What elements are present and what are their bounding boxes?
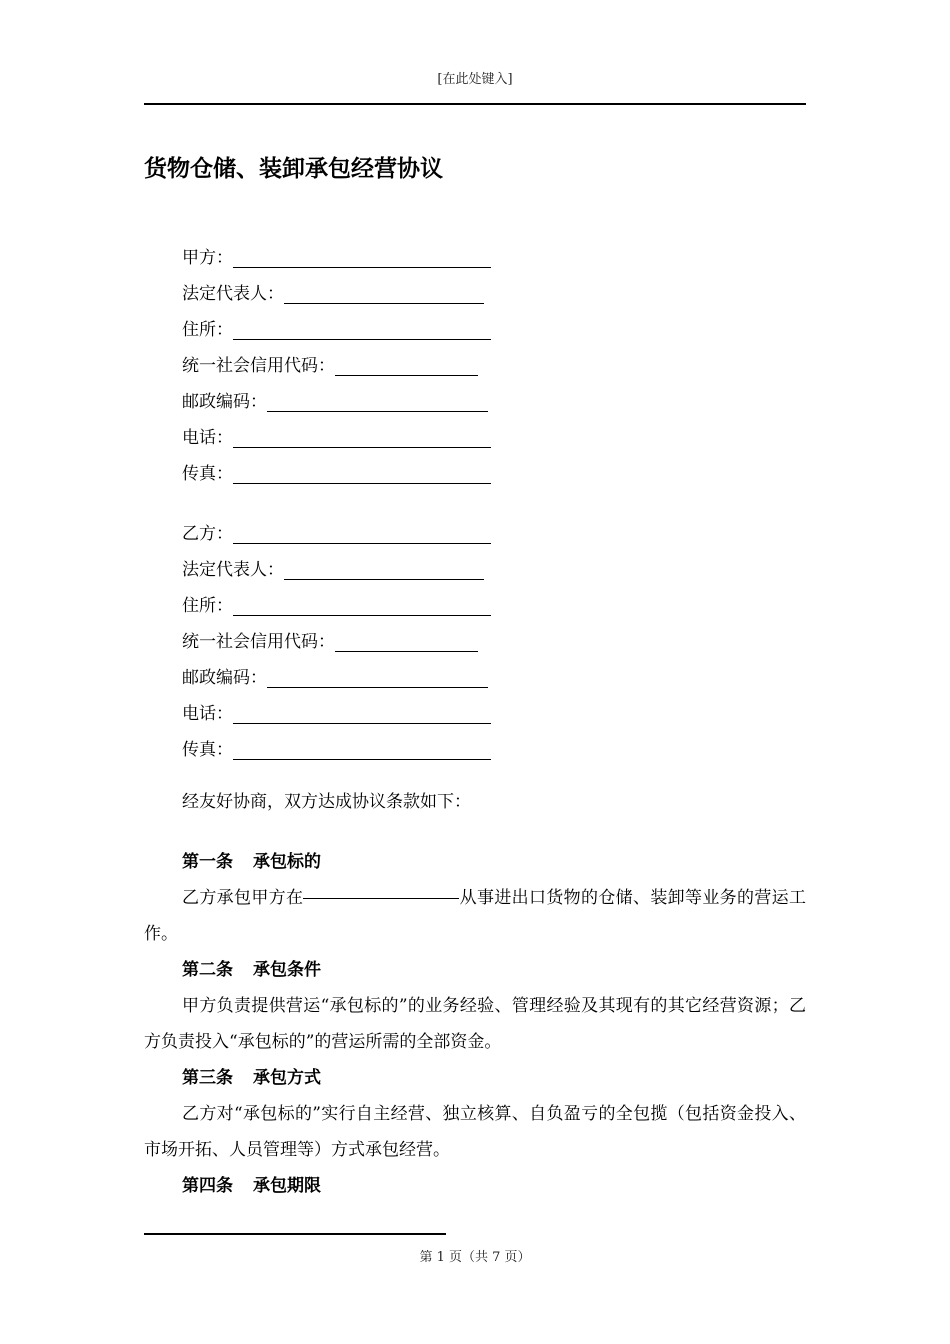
fill-in-line[interactable] xyxy=(335,651,478,652)
article-number: 第四条 xyxy=(182,1176,233,1196)
article-number: 第二条 xyxy=(182,960,233,980)
party-a-credit-code-field xyxy=(182,343,491,379)
field-label: 电话： xyxy=(182,704,233,724)
party-a-phone-field xyxy=(182,415,491,451)
party-a-name-field xyxy=(182,235,491,271)
fill-in-line[interactable] xyxy=(233,267,491,268)
party-a-address-field xyxy=(182,307,491,343)
article-number: 第一条 xyxy=(182,852,233,872)
article-1-body xyxy=(144,880,806,952)
party-a-fax-field xyxy=(182,451,491,487)
fill-in-line[interactable] xyxy=(284,579,484,580)
article-2-body: 甲方负责提供营运“承包标的”的业务经验、管理经验及其现有的其它经营资源；乙方负责投入“承包标的”的营运所需的全部资金。 xyxy=(144,996,806,1052)
article-3-body: 乙方对“承包标的”实行自主经营、独立核算、自负盈亏的全包揽（包括资金投入、市场开拓、人员管理等）方式承包经营。 xyxy=(144,1104,806,1160)
fill-in-line[interactable] xyxy=(233,339,491,340)
article-2-heading xyxy=(144,952,806,988)
article-4-heading xyxy=(144,1168,806,1204)
field-label: 邮政编码： xyxy=(182,392,267,412)
articles-section xyxy=(144,844,806,1204)
party-b-address-field xyxy=(182,583,491,619)
party-b-block xyxy=(182,511,491,763)
fill-in-line[interactable] xyxy=(335,375,478,376)
fill-in-line[interactable] xyxy=(233,447,491,448)
field-label: 统一社会信用代码： xyxy=(182,356,335,376)
article-1-heading xyxy=(144,844,806,880)
field-label: 乙方： xyxy=(182,524,233,544)
article-title: 承包标的 xyxy=(253,852,321,872)
fill-in-line[interactable] xyxy=(233,759,491,760)
party-b-phone-field xyxy=(182,691,491,727)
party-a-block xyxy=(182,235,491,487)
party-a-postcode-field xyxy=(182,379,491,415)
party-b-fax-field xyxy=(182,727,491,763)
party-b-credit-code-field xyxy=(182,619,491,655)
fill-in-line[interactable] xyxy=(267,687,488,688)
field-label: 住所： xyxy=(182,320,233,340)
document-title: 货物仓储、装卸承包经营协议 xyxy=(144,156,443,182)
article-title: 承包期限 xyxy=(253,1176,321,1196)
fill-in-line[interactable] xyxy=(284,303,484,304)
field-label: 传真： xyxy=(182,464,233,484)
article-text: 从事进出口货物的仓储、装卸等业务的营运工作。 xyxy=(144,888,807,944)
page-number: 第 1 页（共 7 页） xyxy=(419,1250,531,1265)
location-fill-in-line[interactable] xyxy=(303,898,459,899)
article-text: 乙方承包甲方在 xyxy=(182,888,304,908)
footnote-divider xyxy=(144,1233,446,1235)
field-label: 统一社会信用代码： xyxy=(182,632,335,652)
fill-in-line[interactable] xyxy=(233,615,491,616)
party-b-postcode-field xyxy=(182,655,491,691)
header-divider xyxy=(144,103,806,105)
agreement-intro: 经友好协商，双方达成协议条款如下： xyxy=(182,792,471,812)
fill-in-line[interactable] xyxy=(233,723,491,724)
field-label: 法定代表人： xyxy=(182,284,284,304)
party-b-name-field xyxy=(182,511,491,547)
header-placeholder[interactable]: [在此处键入] xyxy=(437,72,513,87)
party-b-legal-rep-field xyxy=(182,547,491,583)
field-label: 邮政编码： xyxy=(182,668,267,688)
field-label: 住所： xyxy=(182,596,233,616)
party-a-legal-rep-field xyxy=(182,271,491,307)
fill-in-line[interactable] xyxy=(267,411,488,412)
field-label: 法定代表人： xyxy=(182,560,284,580)
article-3-heading xyxy=(144,1060,806,1096)
field-label: 电话： xyxy=(182,428,233,448)
fill-in-line[interactable] xyxy=(233,483,491,484)
article-title: 承包方式 xyxy=(253,1068,321,1088)
field-label: 传真： xyxy=(182,740,233,760)
article-number: 第三条 xyxy=(182,1068,233,1088)
field-label: 甲方： xyxy=(182,248,233,268)
fill-in-line[interactable] xyxy=(233,543,491,544)
article-title: 承包条件 xyxy=(253,960,321,980)
